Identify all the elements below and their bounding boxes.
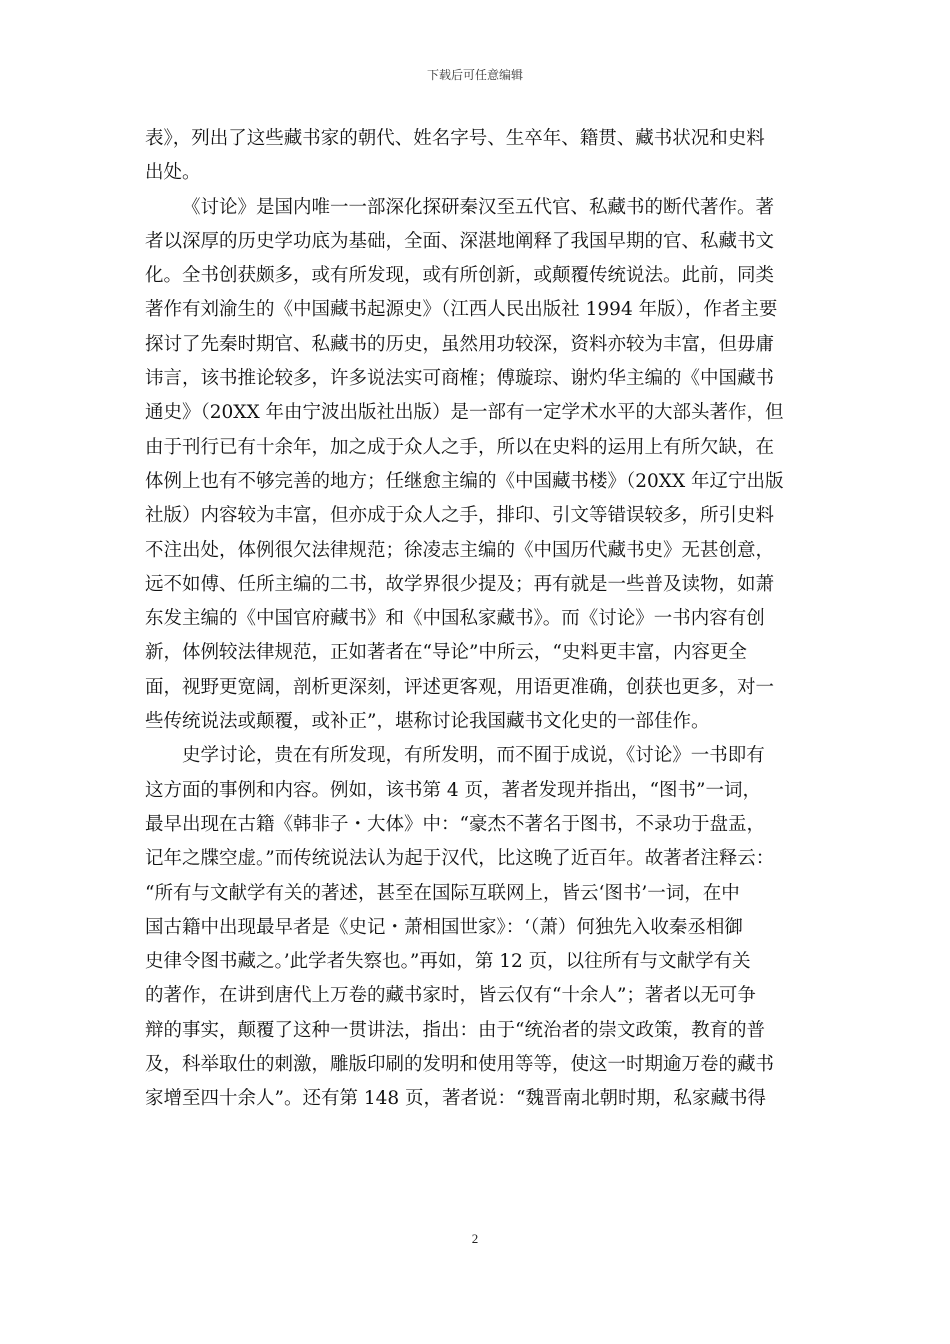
document-body [145,122,811,1117]
text-line: 的著作，在讲到唐代上万卷的藏书家时，皆云仅有“十余人”；著者以无可争 [145,985,756,1007]
text-line: 体例上也有不够完善的地方；任继愈主编的《中国藏书楼》（20XX 年辽宁出版 [145,470,784,492]
text-line: 东发主编的《中国官府藏书》和《中国私家藏书》。而《讨论》一书内容有创 [145,608,765,630]
text-line: 探讨了先秦时期官、私藏书的历史，虽然用功较深，资料亦较为丰富，但毋庸 [145,333,775,355]
text-line: 及，科举取仕的刺激，雕版印刷的发明和使用等等，使这一时期逾万卷的藏书 [145,1054,775,1076]
text-line: 著作有刘渝生的《中国藏书起源史》（江西人民出版社 1994 年版），作者主要 [145,299,778,321]
text-line: 些传统说法或颠覆，或补正”，堪称讨论我国藏书文化史的一部佳作。 [145,711,710,733]
text-line: 史律令图书藏之。’此学者失察也。”再如，第 12 页，以往所有与文献学有关 [145,951,751,973]
text-line: 国古籍中出现最早者是《史记・萧相国世家》：‘（萧）何独先入收秦丞相御 [145,916,743,938]
text-line: 化。全书创获颇多，或有所发现，或有所创新，或颠覆传统说法。此前，同类 [145,265,775,287]
text-line: 《讨论》是国内唯一一部深化探研秦汉至五代官、私藏书的断代著作。著 [182,196,775,218]
text-line: 者以深厚的历史学功底为基础，全面、深湛地阐释了我国早期的官、私藏书文 [145,230,775,252]
text-line: 不注出处，体例很欠法律规范；徐凌志主编的《中国历代藏书史》无甚创意， [145,539,775,561]
text-line: 最早出现在古籍《韩非子・大体》中：“豪杰不著名于图书，不录功于盘盂， [145,813,765,835]
page-number: 2 [471,1231,479,1246]
text-line: “所有与文献学有关的著述，甚至在国际互联网上，皆云‘图书’一词，在中 [145,882,740,904]
text-line: 家增至四十余人”。还有第 148 页，著者说：“魏晋南北朝时期，私家藏书得 [145,1088,766,1110]
text-line: 表》，列出了这些藏书家的朝代、姓名字号、生卒年、籍贯、藏书状况和史料 [145,128,765,149]
text-line: 出处。 [145,162,201,184]
text-line: 新，体例较法律规范，正如著者在“导论”中所云，“史料更丰富，内容更全 [145,642,747,664]
header-note: 下载后可任意编辑 [426,68,523,82]
text-line: 史学讨论，贵在有所发现，有所发明，而不囿于成说，《讨论》一书即有 [182,745,765,767]
text-line: 通史》（20XX 年由宁波出版社出版）是一部有一定学术水平的大部头著作，但 [145,402,784,424]
text-line: 远不如傅、任所主编的二书，故学界很少提及；再有就是一些普及读物，如萧 [145,573,775,595]
text-line: 面，视野更宽阔，剖析更深刻，评述更客观，用语更准确，创获也更多，对一 [145,676,775,698]
text-line: 这方面的事例和内容。例如，该书第 4 页，著者发现并指出，“图书”一词， [145,779,761,801]
text-line: 记年之牒空虚。”而传统说法认为起于汉代，比这晚了近百年。故著者注释云： [145,848,775,870]
text-line: 社版）内容较为丰富，但亦成于众人之手，排印、引文等错误较多，所引史料 [145,505,775,527]
text-line: 辩的事实，颠覆了这种一贯讲法，指出：由于“统治者的崇文政策，教育的普 [145,1019,765,1041]
text-line: 讳言，该书推论较多，许多说法实可商榷；傅璇琮、谢灼华主编的《中国藏书 [145,368,775,390]
text-line: 由于刊行已有十余年，加之成于众人之手，所以在史料的运用上有所欠缺，在 [145,436,775,458]
